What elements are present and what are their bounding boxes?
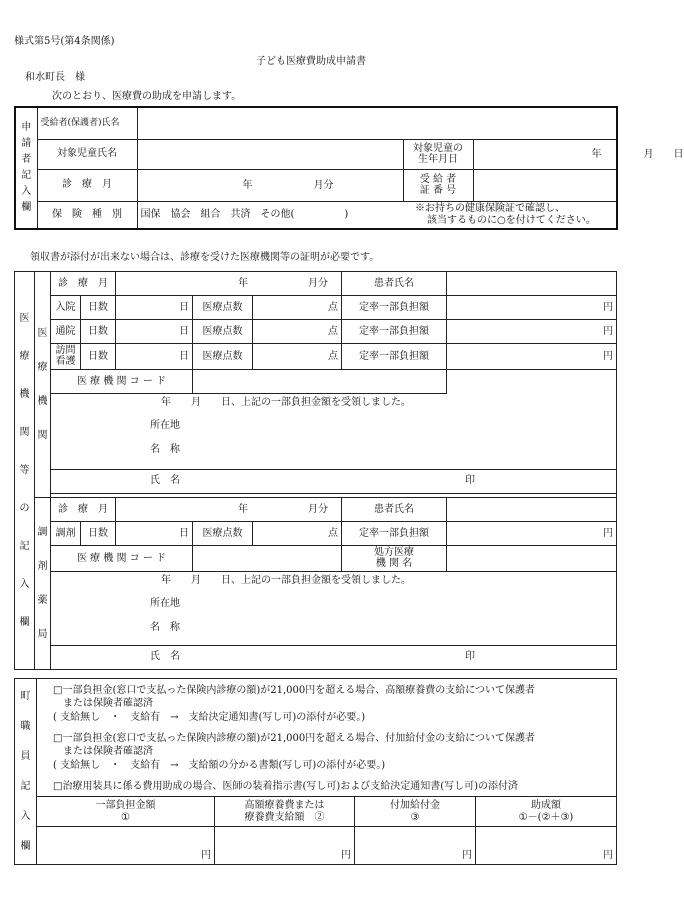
copay-label: 定率一部負担額 — [342, 344, 447, 370]
points-field[interactable]: 点 — [253, 296, 342, 320]
recipient-number-field[interactable] — [473, 169, 617, 201]
copay-label: 定率一部負担額 — [342, 296, 447, 320]
check2-line3: ( 支給無し ・ 支給有 → 支給額の分かる書類(写し可)の添付が必要。) — [53, 760, 386, 771]
ph-address-label: 所在地 — [150, 598, 180, 609]
treatment-month-field[interactable]: 年 月分 — [137, 169, 403, 201]
institution-side-label: 医 療 機 関 等 の 記 入 欄 — [15, 272, 35, 670]
ph-copay-field[interactable]: 円 — [447, 522, 617, 546]
ph-points-field[interactable]: 点 — [253, 522, 342, 546]
ph-prescriber-field[interactable] — [447, 546, 617, 572]
points-label: 医療点数 — [193, 344, 253, 370]
ph-name-label: 名 称 — [150, 622, 180, 633]
days-field[interactable]: 日 — [116, 320, 193, 344]
intro-text: 次のとおり、医療費の助成を申請します。 — [52, 91, 242, 102]
row-type: 訪問看護 — [51, 344, 81, 370]
addressee: 和水町長 様 — [25, 72, 85, 83]
insurance-options[interactable]: 国保 協会 組合 共済 その他( ) — [137, 201, 403, 229]
col2-header: 高額療養費または 療養費支給額 ② — [215, 797, 355, 827]
col3-header: 付加給付金 ③ — [355, 797, 476, 827]
child-dob-label: 対象児童の 生年月日 — [403, 139, 473, 169]
col1-header: 一部負担金額 ① — [37, 797, 215, 827]
med-treatment-month-field[interactable]: 年 月分 — [116, 272, 342, 296]
points-field[interactable]: 点 — [253, 344, 342, 370]
insurance-note: ※お持ちの健康保険証で確認し、 該当するものに○を付けてください。 — [403, 201, 617, 229]
row-type: 入院 — [51, 296, 81, 320]
points-field[interactable]: 点 — [253, 320, 342, 344]
days-label: 日数 — [81, 296, 116, 320]
staff-side-label: 町 職 員 記 入 欄 — [15, 679, 37, 865]
med-person-label: 氏 名 — [150, 475, 180, 486]
col4-header: 助成額 ①－(②＋③) — [476, 797, 617, 827]
recipient-number-label: 受 給 者 証 番 号 — [403, 169, 473, 201]
ph-code-field[interactable] — [193, 546, 342, 572]
institution-table — [14, 271, 617, 670]
form-number: 様式第5号(第4条関係) — [14, 36, 115, 47]
applicant-side-label: 申 請 者 記 入 欄 — [15, 107, 37, 229]
treatment-month-label: 診 療 月 — [37, 169, 137, 201]
check1-line1[interactable]: □一部負担金(窓口で支払った保険内診療の額)が21,000円を超える場合、高額療養費の支給について保護者 — [53, 685, 536, 696]
copay-field[interactable]: 円 — [447, 296, 617, 320]
check3-line[interactable]: □治療用装具に係る費用助成の場合、医師の装着指示書(写し可)および支給決定通知書(写し可)の添付済 — [53, 781, 519, 792]
days-field[interactable]: 日 — [116, 344, 193, 370]
ph-patient-name-field[interactable] — [447, 498, 617, 522]
ph-patient-name-label: 患者氏名 — [342, 498, 447, 522]
ph-receipt-block — [51, 572, 617, 646]
form-title: 子ども医療費助成申請書 — [256, 56, 366, 67]
ph-treatment-month-label: 診 療 月 — [51, 498, 116, 522]
ph-person-row — [51, 646, 617, 670]
row-type: 通院 — [51, 320, 81, 344]
child-dob-field[interactable]: 年 月 日 — [473, 139, 617, 169]
days-label: 日数 — [81, 320, 116, 344]
med-name-label: 名 称 — [150, 444, 180, 455]
ph-code-label: 医 療 機 関 コ ー ド — [51, 546, 193, 572]
check2-line2: または保険者確認済 — [63, 746, 153, 757]
med-address-label: 所在地 — [150, 420, 180, 431]
receipt-note: 領収書が添付が出来ない場合は、診療を受けた医療機関等の証明が必要です。 — [30, 252, 380, 263]
copay-field[interactable]: 円 — [447, 344, 617, 370]
ph-dispense-label: 調剤 — [51, 522, 81, 546]
ph-prescriber-label: 処方医療 機 関 名 — [342, 546, 447, 572]
ph-days-label: 日数 — [81, 522, 116, 546]
medical-side-label: 医 療 機 関 — [35, 272, 51, 498]
ph-seal: 印 — [465, 651, 475, 662]
pharmacy-side-label: 調 剤 薬 局 — [35, 498, 51, 670]
med-code-field[interactable] — [193, 370, 447, 394]
med-person-row — [51, 470, 617, 494]
ph-receipt-line: 年 月 日、上記の一部負担金額を受領しました。 — [161, 575, 411, 586]
recipient-name-field[interactable] — [137, 107, 617, 139]
med-code-label: 医 療 機 関 コ ー ド — [51, 370, 193, 394]
med-seal: 印 — [465, 475, 475, 486]
days-label: 日数 — [81, 344, 116, 370]
med-patient-name-field[interactable] — [447, 272, 617, 296]
copay-field[interactable]: 円 — [447, 320, 617, 344]
child-name-field[interactable] — [137, 139, 403, 169]
med-receipt-line: 年 月 日、上記の一部負担金額を受領しました。 — [161, 397, 411, 408]
recipient-name-label: 受給者(保護者)氏名 — [37, 107, 137, 139]
days-field[interactable]: 日 — [116, 296, 193, 320]
ph-person-label: 氏 名 — [150, 651, 180, 662]
col1-field[interactable]: 円 — [37, 827, 215, 865]
col4-field[interactable]: 円 — [476, 827, 617, 865]
med-treatment-month-label: 診 療 月 — [51, 272, 116, 296]
staff-checklist — [37, 679, 617, 797]
col3-field[interactable]: 円 — [355, 827, 476, 865]
applicant-table — [14, 106, 684, 230]
ph-copay-label: 定率一部負担額 — [342, 522, 447, 546]
points-label: 医療点数 — [193, 296, 253, 320]
insurance-type-label: 保 険 種 別 — [37, 201, 137, 229]
ph-points-label: 医療点数 — [193, 522, 253, 546]
child-name-label: 対象児童氏名 — [37, 139, 137, 169]
check2-line1[interactable]: □一部負担金(窓口で支払った保険内診療の額)が21,000円を超える場合、付加給付金の支給について保護者 — [53, 733, 536, 744]
col2-field[interactable]: 円 — [215, 827, 355, 865]
copay-label: 定率一部負担額 — [342, 320, 447, 344]
check1-line2: または保険者確認済 — [63, 698, 153, 709]
check1-line3: ( 支給無し ・ 支給有 → 支給決定通知書(写し可)の添付が必要。) — [53, 712, 366, 723]
med-patient-name-label: 患者氏名 — [342, 272, 447, 296]
staff-table — [14, 678, 617, 865]
ph-treatment-month-field[interactable]: 年 月分 — [116, 498, 342, 522]
points-label: 医療点数 — [193, 320, 253, 344]
ph-days-field[interactable]: 日 — [116, 522, 193, 546]
med-receipt-block — [51, 394, 617, 470]
